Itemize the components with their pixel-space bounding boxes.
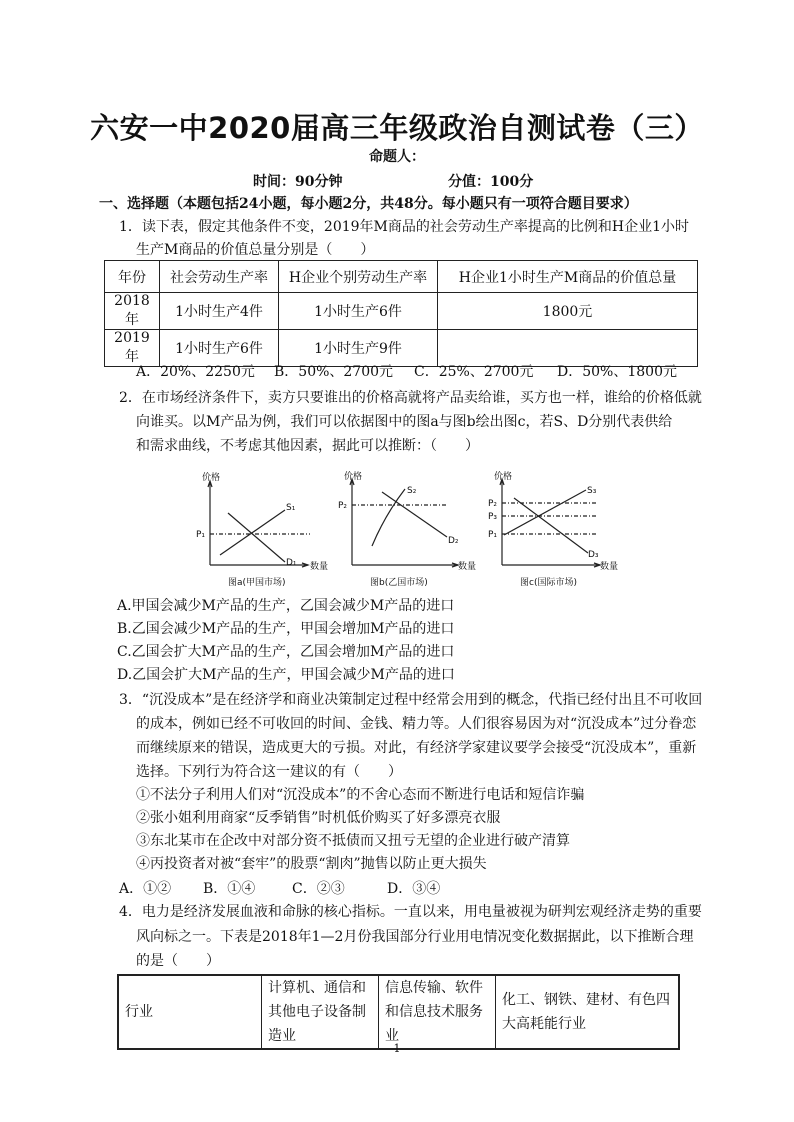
graph-c-p3: P₃ (488, 512, 498, 522)
table-header-row (118, 975, 679, 1049)
q2-option-d: D.乙国会扩大M产品的生产，甲国会减少M产品的进口 (117, 667, 455, 683)
graph-c-arrows (500, 479, 600, 567)
graph-c-caption: 图c(国际市场) (520, 578, 577, 588)
q3-statement: ①不法分子利用人们对“沉没成本”的不舍心态而不断进行电话和短信诈骗 (136, 787, 585, 803)
graph-b-supply-line (372, 489, 405, 546)
exam-time: 时间：90分钟 (253, 174, 343, 190)
graph-a-supply-line (220, 510, 285, 555)
q1-option-c: C．25%、2700元 (414, 364, 534, 380)
q1-option-b: B．50%、2700元 (274, 364, 394, 380)
q3-statement: ③东北某市在企改中对部分资不抵债而又扭亏无望的企业进行破产清算 (136, 833, 570, 849)
table-cell: 2019年 (105, 330, 160, 367)
q2-option-a: A.甲国会减少M产品的生产，乙国会减少M产品的进口 (117, 598, 455, 614)
q3-statement: ④丙投资者对被“套牢”的股票“割肉”抛售以防止更大损失 (136, 856, 487, 872)
graph-c-supply-line (504, 490, 586, 535)
q3-option-d: D．③④ (387, 881, 441, 897)
graph-b-ylabel: 价格 (344, 472, 363, 482)
graph-a-s: S₁ (286, 503, 296, 513)
graph-c-p2: P₂ (488, 499, 498, 509)
q4-line: 4．电力是经济发展血液和命脉的核心指标。一直以来，用电量被视为研判宏观经济走势的重要 (119, 904, 702, 920)
graph-b-p: P₂ (338, 501, 348, 511)
graph-a-p: P₁ (196, 530, 206, 540)
graph-a-xlabel: 数量 (310, 562, 329, 572)
author-label: 命题人： (369, 149, 425, 165)
graph-c-axes (502, 481, 600, 565)
graph-c-ylabel: 价格 (494, 472, 513, 482)
q1-option-d: D．50%、1800元 (557, 364, 677, 380)
table-cell: 1800元 (438, 293, 698, 330)
table-header-cell: 信息传输、软件和信息技术服务业 (379, 975, 496, 1049)
q3-line: 而继续原来的错误，造成更大的亏损。对此，有经济学家建议要学会接受“沉没成本”，重新 (136, 740, 697, 756)
graph-b-axes (352, 481, 458, 565)
q2-line: 向谁买。以M产品为例，我们可以依据图中的图a与图b绘出图c，若S、D分别代表供给 (136, 414, 673, 430)
graph-c-xlabel: 数量 (600, 562, 619, 572)
graph-b-arrows (350, 479, 458, 567)
q4-table (117, 974, 680, 1050)
table-header-cell: 社会劳动生产率 (160, 261, 279, 293)
q3-option-c: C．②③ (292, 881, 345, 897)
q2-option-c: C.乙国会扩大M产品的生产，乙国会增加M产品的进口 (117, 644, 455, 660)
table-header-row (105, 261, 698, 293)
table-cell: 1小时生产6件 (279, 293, 438, 330)
graph-b-xlabel: 数量 (458, 562, 477, 572)
q2-line: 和需求曲线，不考虑其他因素，据此可以推断：（ ） (136, 438, 479, 454)
q2-line: 2．在市场经济条件下，卖方只要谁出的价格高就将产品卖给谁，买方也一样，谁给的价格低就 (119, 390, 702, 406)
graph-b-demand-line (382, 492, 447, 537)
table-header-cell: 年份 (105, 261, 160, 293)
table-header-cell: 行业 (118, 975, 262, 1049)
graph-a-arrows (208, 481, 308, 567)
q3-option-a: A．①② (119, 881, 172, 897)
exam-score: 分值：100分 (448, 174, 534, 190)
q1-option-a: A．20%、2250元 (136, 364, 255, 380)
q1-table (104, 260, 698, 367)
graph-a-demand-line (228, 513, 285, 562)
graph-c-s: S₃ (587, 486, 597, 496)
graph-a-d: D₁ (286, 558, 297, 568)
q3-line: 3．“沉没成本”是在经济学和商业决策制定过程中经常会用到的概念，代指已经付出且不可收回 (119, 692, 703, 708)
q4-line: 风向标之一。下表是2018年1—2月份我国部分行业用电情况变化数据据此，以下推断合理 (136, 929, 694, 945)
table-header-cell: H企业1小时生产M商品的价值总量 (438, 261, 698, 293)
graph-c-d: D₃ (588, 550, 599, 560)
table-header-cell: 化工、钢铁、建材、有色四大高耗能行业 (496, 975, 680, 1049)
q3-option-b: B．①④ (203, 881, 256, 897)
table-cell: 2018年 (105, 293, 160, 330)
q3-statement: ②张小姐利用商家“反季销售”时机低价购买了好多漂亮衣服 (136, 810, 501, 826)
graph-a-caption: 图a(甲国市场) (228, 578, 286, 588)
graph-b-d: D₂ (448, 536, 459, 546)
section-heading: 一、选择题（本题包括24小题，每小题2分，共48分。每小题只有一项符合题目要求） (99, 196, 638, 212)
graph-a-axes (210, 483, 308, 565)
q4-line: 的是（ ） (136, 953, 220, 969)
q1-line: 生产M商品的价值总量分别是（ ） (136, 242, 375, 258)
table-header-cell: 计算机、通信和其他电子设备制造业 (262, 975, 379, 1049)
q1-line: 1．读下表，假定其他条件不变，2019年M商品的社会劳动生产率提高的比例和H企业1小时 (119, 219, 689, 235)
table-row (105, 330, 698, 367)
graph-c-p1: P₁ (488, 530, 498, 540)
graph-a-ylabel: 价格 (202, 473, 221, 483)
table-cell (438, 330, 698, 367)
page-number: 1 (393, 1042, 401, 1055)
table-cell: 1小时生产6件 (160, 330, 279, 367)
supply-demand-graphs (180, 465, 620, 595)
q3-line: 的成本，例如已经不可收回的时间、金钱、精力等。人们很容易因为对“沉没成本”过分眷恋 (136, 716, 697, 732)
table-header-cell: H企业个别劳动生产率 (279, 261, 438, 293)
q3-line: 选择。下列行为符合这一建议的有（ ） (136, 764, 402, 780)
table-cell: 1小时生产4件 (160, 293, 279, 330)
table-row (105, 293, 698, 330)
graph-b-caption: 图b(乙国市场) (370, 578, 428, 588)
graph-c-demand-line (514, 498, 588, 553)
page-title: 六安一中2020届高三年级政治自测试卷（三） (90, 111, 704, 145)
graph-b-s: S₂ (407, 486, 417, 496)
q2-option-b: B.乙国会减少M产品的生产，甲国会增加M产品的进口 (117, 621, 455, 637)
table-cell: 1小时生产9件 (279, 330, 438, 367)
